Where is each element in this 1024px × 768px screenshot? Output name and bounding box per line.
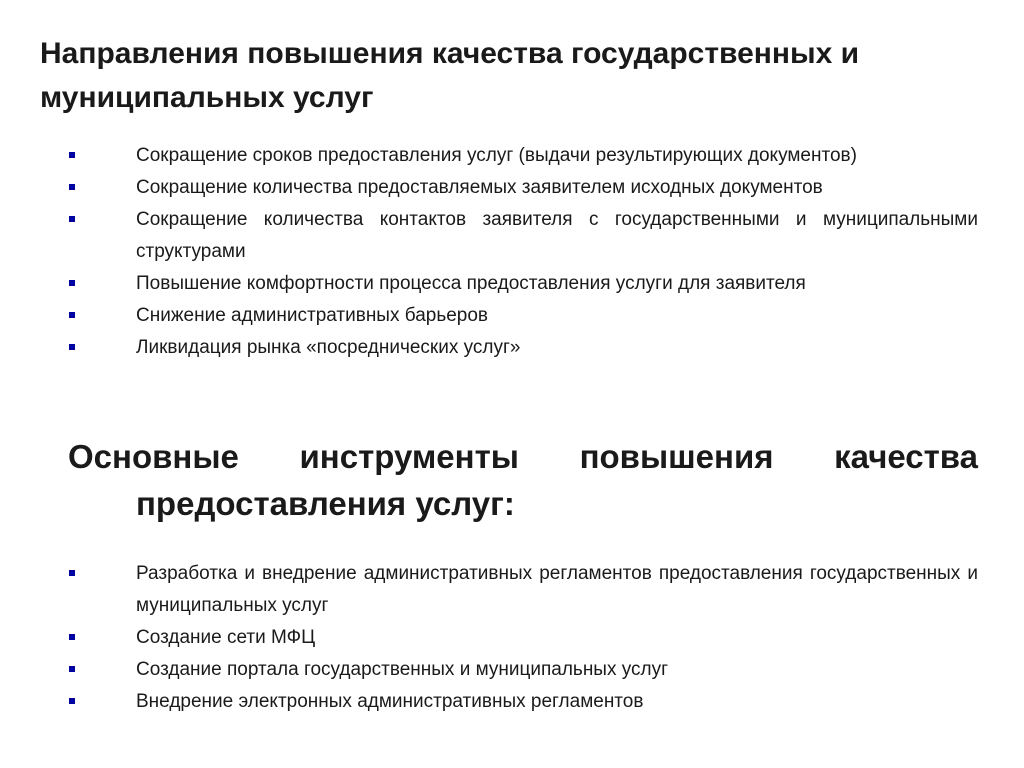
list-item-text: Сокращение количества контактов заявителя с государственными и муниципальными структурами — [136, 209, 978, 262]
tools-heading-line2: предоставления услуг: — [136, 485, 515, 522]
list-item — [0, 686, 978, 718]
list-item-text: Создание сети МФЦ — [136, 627, 316, 648]
square-bullet-icon — [69, 312, 75, 318]
square-bullet-icon — [69, 280, 75, 286]
list-item-text: Сокращение количества предоставляемых заявителем исходных документов — [136, 177, 823, 198]
list-item — [0, 172, 978, 204]
square-bullet-icon — [69, 666, 75, 672]
square-bullet-icon — [69, 634, 75, 640]
list-item — [0, 268, 978, 300]
square-bullet-icon — [69, 698, 75, 704]
square-bullet-icon — [69, 344, 75, 350]
square-bullet-icon — [69, 152, 75, 158]
list-item — [0, 204, 978, 268]
square-bullet-icon — [69, 184, 75, 190]
list-item-text: Снижение административных барьеров — [136, 305, 489, 326]
list-item — [0, 622, 978, 654]
tools-heading-line1: Основные инструменты повышения качества — [68, 438, 978, 475]
list-item-text: Разработка и внедрение административных регламентов предоставления государственных и муниципальных услуг — [136, 563, 978, 616]
list-item — [0, 558, 978, 622]
list-item — [0, 300, 978, 332]
slide-title: Направления повышения качества государственных и муниципальных услуг — [40, 37, 860, 114]
list-item-text: Внедрение электронных административных регламентов — [136, 691, 644, 712]
directions-list — [0, 140, 1024, 364]
list-item — [0, 332, 978, 364]
list-item — [0, 140, 978, 172]
square-bullet-icon — [69, 216, 75, 222]
tools-heading — [68, 433, 978, 527]
square-bullet-icon — [69, 570, 75, 576]
list-item-text: Ликвидация рынка «посреднических услуг» — [136, 337, 521, 358]
list-item-text: Создание портала государственных и муниципальных услуг — [136, 659, 669, 680]
list-item — [0, 654, 978, 686]
tools-list — [0, 558, 1024, 718]
list-item-text: Повышение комфортности процесса предоставления услуги для заявителя — [136, 273, 806, 294]
list-item-text: Сокращение сроков предоставления услуг (выдачи результирующих документов) — [136, 145, 857, 166]
